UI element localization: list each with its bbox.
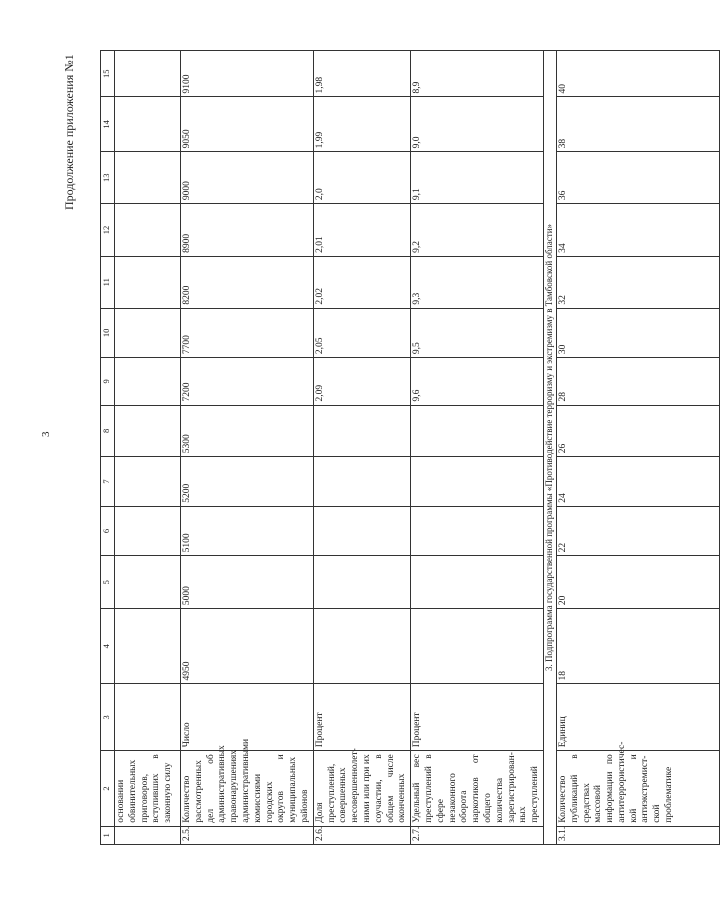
row-number: 2.5. (181, 826, 314, 844)
col-header: 15 (101, 51, 115, 97)
value-cell (411, 556, 544, 609)
value-cell: 18 (556, 609, 719, 684)
indicator-name: Доля преступлений, совершенных несовершеннолет-ними или при их соучастии, в общем числе оконченных (313, 751, 410, 826)
value-cell (313, 457, 410, 507)
rotated-table-canvas (100, 50, 675, 845)
value-cell: 5300 (181, 405, 314, 457)
value-cell (115, 256, 181, 308)
value-cell (411, 457, 544, 507)
table-row (313, 51, 410, 845)
table-row (411, 51, 544, 845)
value-cell: 5000 (181, 556, 314, 609)
value-cell: 9,6 (411, 358, 544, 405)
table-row (556, 51, 719, 845)
row-number: 2.6. (313, 826, 410, 844)
value-cell: 38 (556, 97, 719, 152)
value-cell: 2,0 (313, 152, 410, 204)
value-cell: 2,05 (313, 308, 410, 358)
col-header: 5 (101, 556, 115, 609)
value-cell (313, 405, 410, 457)
col-header: 1 (101, 826, 115, 844)
value-cell: 4950 (181, 609, 314, 684)
value-cell: 2,02 (313, 256, 410, 308)
col-header: 9 (101, 358, 115, 405)
value-cell: 9,3 (411, 256, 544, 308)
unit-cell: Процент (411, 684, 544, 751)
value-cell: 2,09 (313, 358, 410, 405)
value-cell: 28 (556, 358, 719, 405)
value-cell (115, 506, 181, 556)
col-header: 12 (101, 204, 115, 257)
value-cell (411, 506, 544, 556)
col-header: 8 (101, 405, 115, 457)
col-header: 11 (101, 256, 115, 308)
value-cell: 34 (556, 204, 719, 257)
value-cell (115, 405, 181, 457)
value-cell: 1,98 (313, 51, 410, 97)
value-cell: 24 (556, 457, 719, 507)
value-cell (411, 609, 544, 684)
section-heading-row (543, 51, 556, 845)
value-cell: 9,0 (411, 97, 544, 152)
section-title: 3. Подпрограмма государственной программы «Противодействие терроризму и экстремизму в Тамбовской области» (543, 51, 556, 845)
value-cell: 20 (556, 556, 719, 609)
value-cell: 1,99 (313, 97, 410, 152)
value-cell: 30 (556, 308, 719, 358)
col-header: 6 (101, 506, 115, 556)
row-number (115, 826, 181, 844)
value-cell: 9100 (181, 51, 314, 97)
value-cell: 7200 (181, 358, 314, 405)
value-cell: 8200 (181, 256, 314, 308)
row-number: 2.7. (411, 826, 544, 844)
unit-cell: Процент (313, 684, 410, 751)
value-cell: 9000 (181, 152, 314, 204)
value-cell (115, 358, 181, 405)
col-header: 4 (101, 609, 115, 684)
value-cell (313, 506, 410, 556)
value-cell: 36 (556, 152, 719, 204)
col-header: 14 (101, 97, 115, 152)
value-cell (115, 152, 181, 204)
value-cell (411, 405, 544, 457)
continuation-title: Продолжение приложения №1 (62, 54, 76, 210)
indicator-name: Удельный вес преступлений в сфере незаконного оборота наркотиков от общего количества зарегистрирован-ных преступлений (411, 751, 544, 826)
value-cell (115, 51, 181, 97)
value-cell (115, 609, 181, 684)
indicator-name: Количество рассмотренных дел об административных правонарушениях административными комиссиями городских округов и муниципальных районов (181, 751, 314, 826)
row-number: 3.1. (556, 826, 719, 844)
value-cell (115, 204, 181, 257)
value-cell: 5100 (181, 506, 314, 556)
value-cell (313, 556, 410, 609)
page-number: 3 (40, 431, 52, 437)
value-cell: 2,01 (313, 204, 410, 257)
value-cell: 7700 (181, 308, 314, 358)
value-cell: 22 (556, 506, 719, 556)
value-cell: 40 (556, 51, 719, 97)
value-cell (115, 457, 181, 507)
table-row (115, 51, 181, 845)
col-header: 13 (101, 152, 115, 204)
indicator-name: Количество публикаций в средствах массовой информации по антитеррористичес-кой и антиэкстремист-ской проблематике (556, 751, 719, 826)
value-cell: 8,9 (411, 51, 544, 97)
value-cell: 9050 (181, 97, 314, 152)
value-cell: 9,2 (411, 204, 544, 257)
col-header: 3 (101, 684, 115, 751)
value-cell: 32 (556, 256, 719, 308)
value-cell (115, 97, 181, 152)
unit-cell: Единиц (556, 684, 719, 751)
value-cell (313, 609, 410, 684)
value-cell: 26 (556, 405, 719, 457)
col-header: 2 (101, 751, 115, 826)
value-cell: 8900 (181, 204, 314, 257)
col-header: 10 (101, 308, 115, 358)
value-cell: 9,5 (411, 308, 544, 358)
unit-cell (115, 684, 181, 751)
unit-cell: Число (181, 684, 314, 751)
value-cell: 9,1 (411, 152, 544, 204)
indicator-name: основании обвинительных приговоров, вступивших в законную силу (115, 751, 181, 826)
column-number-row (101, 51, 115, 845)
value-cell: 5200 (181, 457, 314, 507)
col-header: 7 (101, 457, 115, 507)
indicators-table (100, 50, 720, 845)
table-row (181, 51, 314, 845)
value-cell (115, 556, 181, 609)
value-cell (115, 308, 181, 358)
